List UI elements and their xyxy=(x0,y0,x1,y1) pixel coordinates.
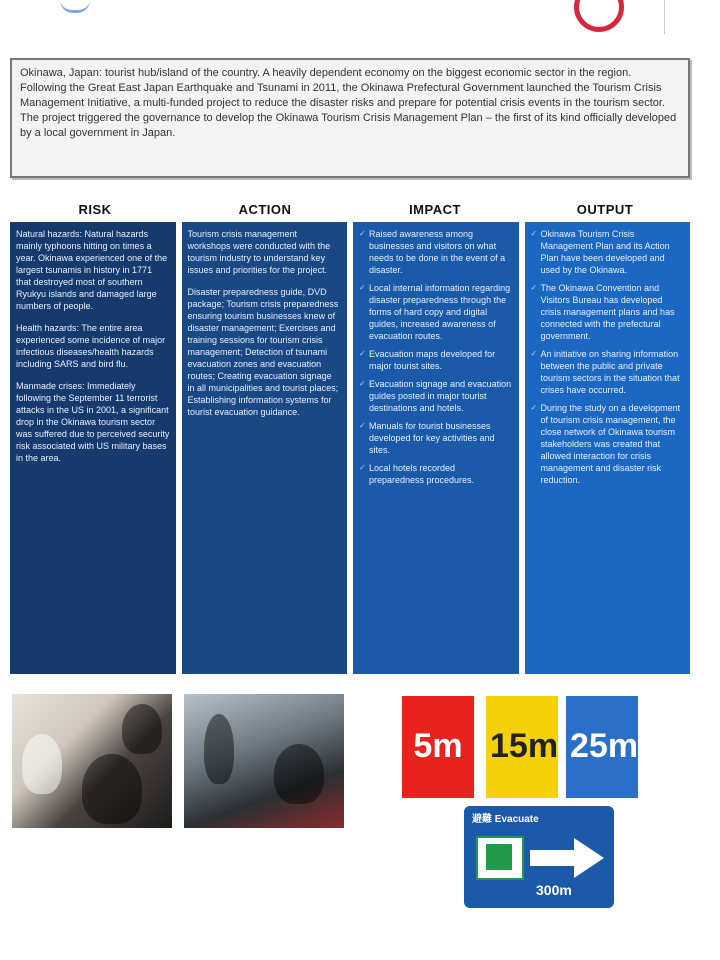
action-paragraph: Tourism crisis management workshops were conducted with the tourism industry to understand key issues and priorities for the project. xyxy=(187,229,331,275)
impact-list xyxy=(359,228,513,486)
column-headings xyxy=(10,202,690,220)
header-center-text xyxy=(215,0,465,14)
risk-paragraph: Health hazards: The entire area experienced some incidence of major infectious diseases/health hazards including SARS and bird flu. xyxy=(16,323,166,369)
action-paragraph: Disaster preparedness guide, DVD package; Tourism crisis preparedness ensuring tourism businesses knew of disaster management; Exercises and training sessions for tourism crisis management; Detection of tsunami evacuation zones and evacuation routes; Creating evacuation signage in all municipalities and tourist places; Establishing information systems for tourist evacuation guidance. xyxy=(187,287,339,417)
logo-swoosh-icon xyxy=(60,0,90,13)
output-item: ✓ During the study on a development of tourism crisis management, the close network of Okinawa tourism stakeholders was created that allowed interaction for crisis management and disaster risk reduction. xyxy=(531,402,685,486)
photo-figure xyxy=(122,704,162,754)
heading-action: ACTION xyxy=(238,202,292,217)
heading-risk: RISK xyxy=(78,202,112,217)
impact-item: ✓ Evacuation signage and evacuation guides posted in major tourist destinations and hotels. xyxy=(359,378,513,414)
sign-value: 25m xyxy=(570,727,639,765)
drill-photo xyxy=(184,694,344,828)
training-photo xyxy=(12,694,172,828)
photo-figure xyxy=(82,754,142,824)
output-item: ✓ An initiative on sharing information between the public and private tourism sectors in the situation that crises have occurred. xyxy=(531,348,685,396)
sign-value: 15m xyxy=(490,727,559,765)
impact-item: ✓ Manuals for tourist businesses developed for key activities and sites. xyxy=(359,420,513,456)
impact-column xyxy=(353,222,519,674)
altitude-sign-yellow xyxy=(486,696,558,798)
risk-paragraph: Natural hazards: Natural hazards mainly typhoons hitting on times a year. Okinawa experienced one of the largest tsunamis in history in 1771 that destroyed most of southern Ryukyu islands and damaged large numbers of people. xyxy=(16,229,168,311)
header-divider xyxy=(664,0,665,34)
evacuation-distance: 300m xyxy=(536,882,572,898)
risk-paragraph: Manmade crises: Immediately following the September 11 terrorist attacks in the US in 2001, a significant drop in the Okinawa tourism sector was suffered due to perceived security risk associated with US military bases in the area. xyxy=(16,381,170,463)
sign-value: 5m xyxy=(413,727,463,765)
heading-impact: IMPACT xyxy=(409,202,461,217)
red-circle-logo-icon xyxy=(574,0,624,32)
heading-output: OUTPUT xyxy=(576,202,634,217)
photo-figure xyxy=(204,714,234,784)
output-list xyxy=(531,228,685,486)
right-arrow-icon xyxy=(530,838,604,878)
impact-item: ✓ Evacuation maps developed for major tourist sites. xyxy=(359,348,513,372)
output-item: ✓ Okinawa Tourism Crisis Management Plan and its Action Plan have been developed and used by the Okinawa. xyxy=(531,228,685,276)
photo-figure xyxy=(274,744,324,804)
impact-item: ✓ Local internal information regarding disaster preparedness through the forms of hard copy and digital guides, increased awareness of evacuation routes. xyxy=(359,282,513,342)
risk-column xyxy=(10,222,176,674)
altitude-sign-blue xyxy=(566,696,638,798)
photo-figure xyxy=(22,734,62,794)
evacuation-label: 避難 Evacuate xyxy=(472,814,539,825)
intro-box: Okinawa, Japan: tourist hub/island of the country. A heavily dependent economy on the biggest economic sector in the region. Following the Great East Japan Earthquake and Tsunami in 2011, the Okinawa Prefectural Government launched the Tourism Crisis Management Initiative, a multi-funded project to reduce the disaster risks and prepare for potential crisis events in the tourism sector. The project triggered the governance to develop the Okinawa Tourism Crisis Management Plan – the first of its kind officially developed by a local government in Japan. xyxy=(10,58,690,178)
content-table xyxy=(10,222,690,674)
evacuation-route-sign xyxy=(464,806,614,908)
action-column xyxy=(182,222,348,674)
evacuation-pictogram-icon xyxy=(476,836,524,880)
output-item: ✓ The Okinawa Convention and Visitors Bureau has developed crisis management plans and has connected with the prefectural government. xyxy=(531,282,685,342)
altitude-sign-red xyxy=(402,696,474,798)
impact-item: ✓ Local hotels recorded preparedness procedures. xyxy=(359,462,513,486)
impact-item: ✓ Raised awareness among businesses and visitors on what needs to be done in the event of a disaster. xyxy=(359,228,513,276)
output-column xyxy=(525,222,691,674)
page-header xyxy=(0,0,720,50)
